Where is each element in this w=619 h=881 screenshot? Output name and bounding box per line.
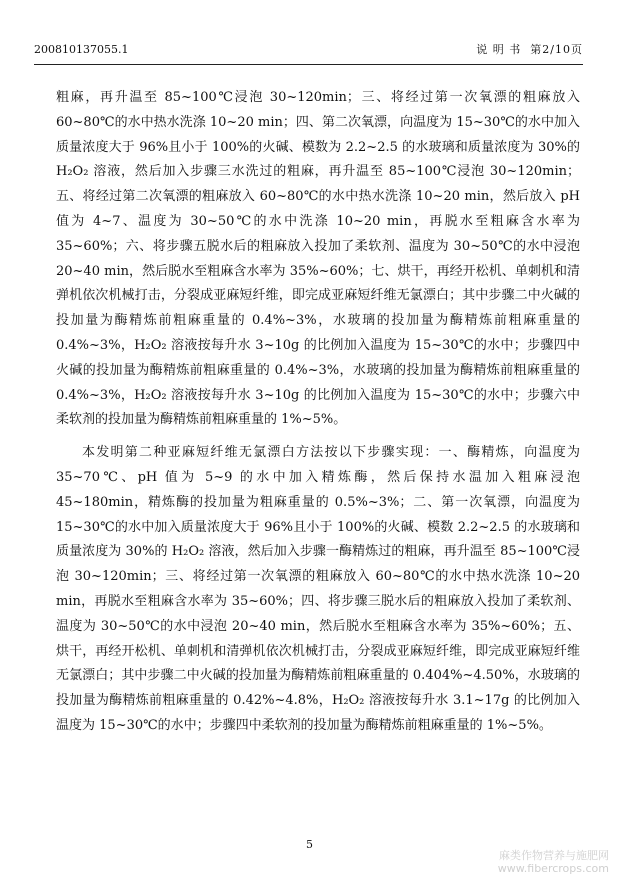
paragraph-2: 本发明第二种亚麻短纤维无氯漂白方法按以下步骤实现：一、酶精炼，向温度为 35~70℃、pH 值为 5~9 的水中加入精炼酶，然后保持水温加入粗麻浸泡 45~180min，精炼酶的投加量为粗麻重量的 0.5%~3%；二、第一次氧漂，向温度为 15~30℃的水中加入质量浓度大于 96%且小于 100%的火碱、模数 2.2~2.5 的水玻璃和质量浓度为 30%的 H₂O₂ 溶液，然后加入步骤一酶精炼过的粗麻，再升温至 85~100℃浸泡 30~120min；三、将经过第一次氧漂的粗麻放入 60~80℃的水中热水洗涤 10~20 min，再脱水至粗麻含水率为 35~60%；四、将步骤三脱水后的粗麻放入投加了柔软剂、温度为 30~50℃的水中浸泡 20~40 min，然后脱水至粗麻含水率为 35%~60%；五、烘干，再经开松机、单刺机和清弹机依次机械打击，分裂成亚麻短纤维，即完成亚麻短纤维无氯漂白；其中步骤二中火碱的投加量为酶精炼前粗麻重量的 0.404%~4.50%，水玻璃的投加量为酶精炼前粗麻重量的 0.42%~4.8%，H₂O₂ 溶液按每升水 3.1~17g 的比例加入温度为 15~30℃的水中；步骤四中柔软剂的投加量为酶精炼前粗麻重量的 1%~5%。 bbox=[56, 445, 580, 733]
document-number: 200810137055.1 bbox=[34, 43, 129, 56]
page-number: 5 bbox=[306, 838, 313, 851]
document-type: 说 明 书 bbox=[476, 43, 522, 56]
header-right bbox=[476, 40, 583, 60]
watermark bbox=[498, 849, 609, 875]
watermark-line-1: 麻类作物营养与施肥网 bbox=[499, 849, 609, 862]
watermark-line-2: www.fibercrops.com bbox=[497, 862, 609, 875]
page-info: 第2/10页 bbox=[530, 43, 583, 56]
page-header bbox=[34, 40, 583, 65]
paragraph-1: 粗麻，再升温至 85~100℃浸泡 30~120min；三、将经过第一次氧漂的粗麻放入 60~80℃的水中热水洗涤 10~20 min；四、第二次氧漂，向温度为 15~30℃的水中加入质量浓度大于 96%且小于 100%的火碱、模数为 2.2~2.5 的水玻璃和质量浓度为 30%的 H₂O₂ 溶液，然后加入步骤三水洗过的粗麻，再升温至 85~100℃浸泡 30~120min；五、将经过第二次氧漂的粗麻放入 60~80℃的水中热水洗涤 10~20 min，然后放入 pH 值为 4~7、温度为 30~50℃的水中洗涤 10~20 min，再脱水至粗麻含水率为 35~60%；六、将步骤五脱水后的粗麻放入投加了柔软剂、温度为 30~50℃的水中浸泡 20~40 min，然后脱水至粗麻含水率为 35%~60%；七、烘干，再经开松机、单刺机和清弹机依次机械打击，分裂成亚麻短纤维，即完成亚麻短纤维无氯漂白；其中步骤二中火碱的投加量为酶精炼前粗麻重量的 0.4%~3%，水玻璃的投加量为酶精炼前粗麻重量的 0.4%~3%，H₂O₂ 溶液按每升水 3~10g 的比例加入温度为 15~30℃的水中；步骤四中火碱的投加量为酶精炼前粗麻重量的 0.4%~3%，水玻璃的投加量为酶精炼前粗麻重量的 0.4%~3%，H₂O₂ 溶液按每升水 3~10g 的比例加入温度为 15~30℃的水中；步骤六中柔软剂的投加量为酶精炼前粗麻重量的 1%~5%。 bbox=[56, 90, 580, 428]
document-body bbox=[56, 86, 580, 739]
